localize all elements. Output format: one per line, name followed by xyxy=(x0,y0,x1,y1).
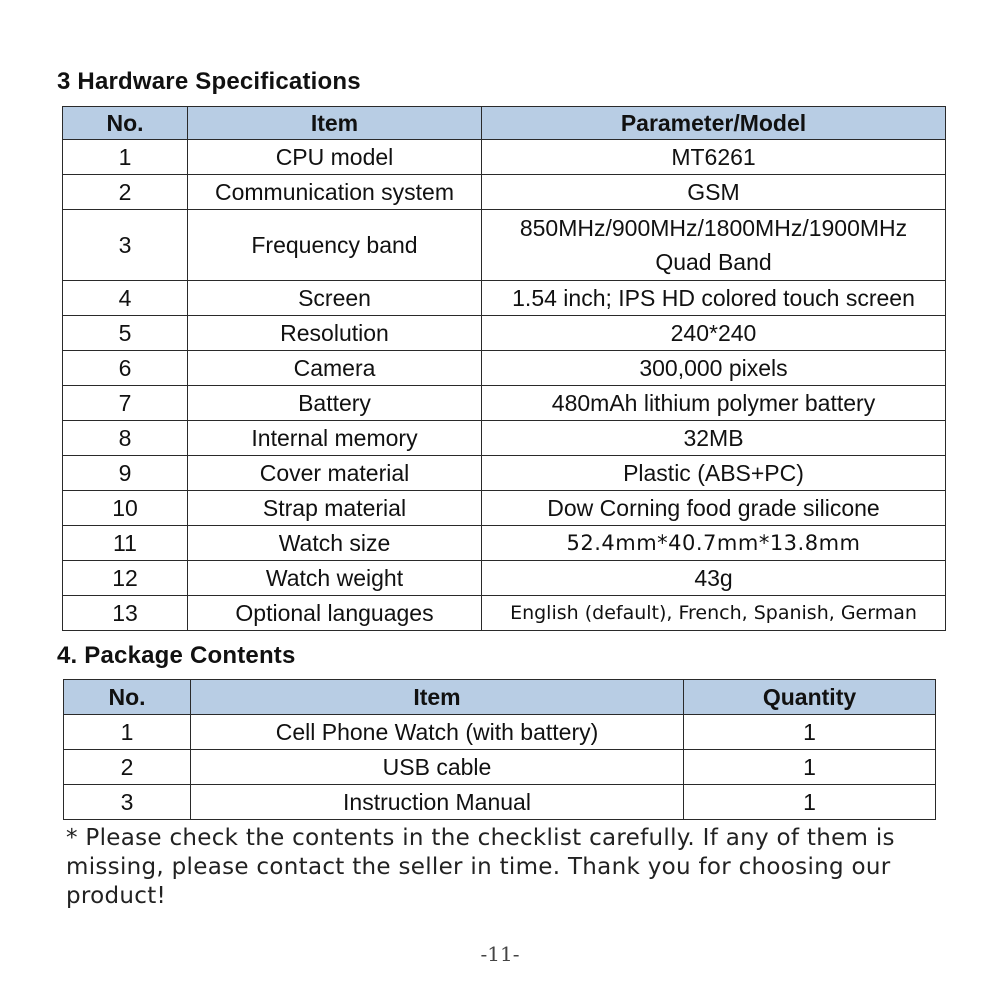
page-number: -11- xyxy=(480,942,520,966)
table-row xyxy=(63,351,946,386)
row-no: 3 xyxy=(63,210,188,281)
table-row xyxy=(63,316,946,351)
row-quantity: 1 xyxy=(684,715,936,750)
header-quantity: Quantity xyxy=(684,680,936,715)
row-no: 10 xyxy=(63,491,188,526)
row-no: 5 xyxy=(63,316,188,351)
row-item: Camera xyxy=(188,351,482,386)
table-row xyxy=(63,175,946,210)
frequency-band-type: Quad Band xyxy=(655,249,772,275)
row-param: 32MB xyxy=(482,421,946,456)
table-row xyxy=(63,526,946,561)
row-quantity: 1 xyxy=(684,785,936,820)
row-param: GSM xyxy=(482,175,946,210)
row-no: 6 xyxy=(63,351,188,386)
table-row xyxy=(63,140,946,175)
row-item: USB cable xyxy=(191,750,684,785)
row-item: Battery xyxy=(188,386,482,421)
row-no: 12 xyxy=(63,561,188,596)
table-row xyxy=(63,456,946,491)
row-no: 8 xyxy=(63,421,188,456)
row-item: Screen xyxy=(188,281,482,316)
row-no: 3 xyxy=(64,785,191,820)
row-item: CPU model xyxy=(188,140,482,175)
table-header-row xyxy=(63,107,946,140)
table-row xyxy=(63,210,946,281)
row-item: Communication system xyxy=(188,175,482,210)
row-item: Cell Phone Watch (with battery) xyxy=(191,715,684,750)
table-row xyxy=(64,750,936,785)
row-param: 52.4mm*40.7mm*13.8mm xyxy=(482,526,946,561)
header-item: Item xyxy=(191,680,684,715)
package-contents-table xyxy=(63,679,936,820)
table-row xyxy=(63,491,946,526)
row-item: Resolution xyxy=(188,316,482,351)
row-no: 11 xyxy=(63,526,188,561)
row-param: Dow Corning food grade silicone xyxy=(482,491,946,526)
row-item: Optional languages xyxy=(188,596,482,631)
package-section-title: 4. Package Contents xyxy=(57,642,296,669)
table-header-row xyxy=(64,680,936,715)
row-no: 9 xyxy=(63,456,188,491)
row-param: 43g xyxy=(482,561,946,596)
frequency-values: 850MHz/900MHz/1800MHz/1900MHz xyxy=(519,215,908,241)
header-no: No. xyxy=(64,680,191,715)
row-no: 2 xyxy=(63,175,188,210)
table-row xyxy=(64,785,936,820)
table-row xyxy=(64,715,936,750)
table-row xyxy=(63,596,946,631)
row-no: 1 xyxy=(64,715,191,750)
row-param: 240*240 xyxy=(482,316,946,351)
table-row xyxy=(63,561,946,596)
row-no: 7 xyxy=(63,386,188,421)
row-param: MT6261 xyxy=(482,140,946,175)
row-param: 1.54 inch; IPS HD colored touch screen xyxy=(482,281,946,316)
row-no: 1 xyxy=(63,140,188,175)
row-no: 2 xyxy=(64,750,191,785)
row-item: Cover material xyxy=(188,456,482,491)
row-param: English (default), French, Spanish, German xyxy=(482,596,946,631)
row-item: Watch weight xyxy=(188,561,482,596)
header-parameter: Parameter/Model xyxy=(482,107,946,140)
row-param: 480mAh lithium polymer battery xyxy=(482,386,946,421)
row-item: Watch size xyxy=(188,526,482,561)
row-no: 13 xyxy=(63,596,188,631)
hardware-section-title: 3 Hardware Specifications xyxy=(57,68,361,95)
row-no: 4 xyxy=(63,281,188,316)
row-item: Internal memory xyxy=(188,421,482,456)
checklist-note: * Please check the contents in the checklist carefully. If any of them is missing, please contact the seller in time. Thank you for choosing our product! xyxy=(66,825,895,909)
row-item: Frequency band xyxy=(188,210,482,281)
row-quantity: 1 xyxy=(684,750,936,785)
table-row xyxy=(63,281,946,316)
row-param: 300,000 pixels xyxy=(482,351,946,386)
row-item: Instruction Manual xyxy=(191,785,684,820)
row-param xyxy=(482,210,946,281)
table-row xyxy=(63,386,946,421)
header-no: No. xyxy=(63,107,188,140)
table-row xyxy=(63,421,946,456)
header-item: Item xyxy=(188,107,482,140)
row-param: Plastic (ABS+PC) xyxy=(482,456,946,491)
hardware-spec-table xyxy=(62,106,946,631)
row-item: Strap material xyxy=(188,491,482,526)
